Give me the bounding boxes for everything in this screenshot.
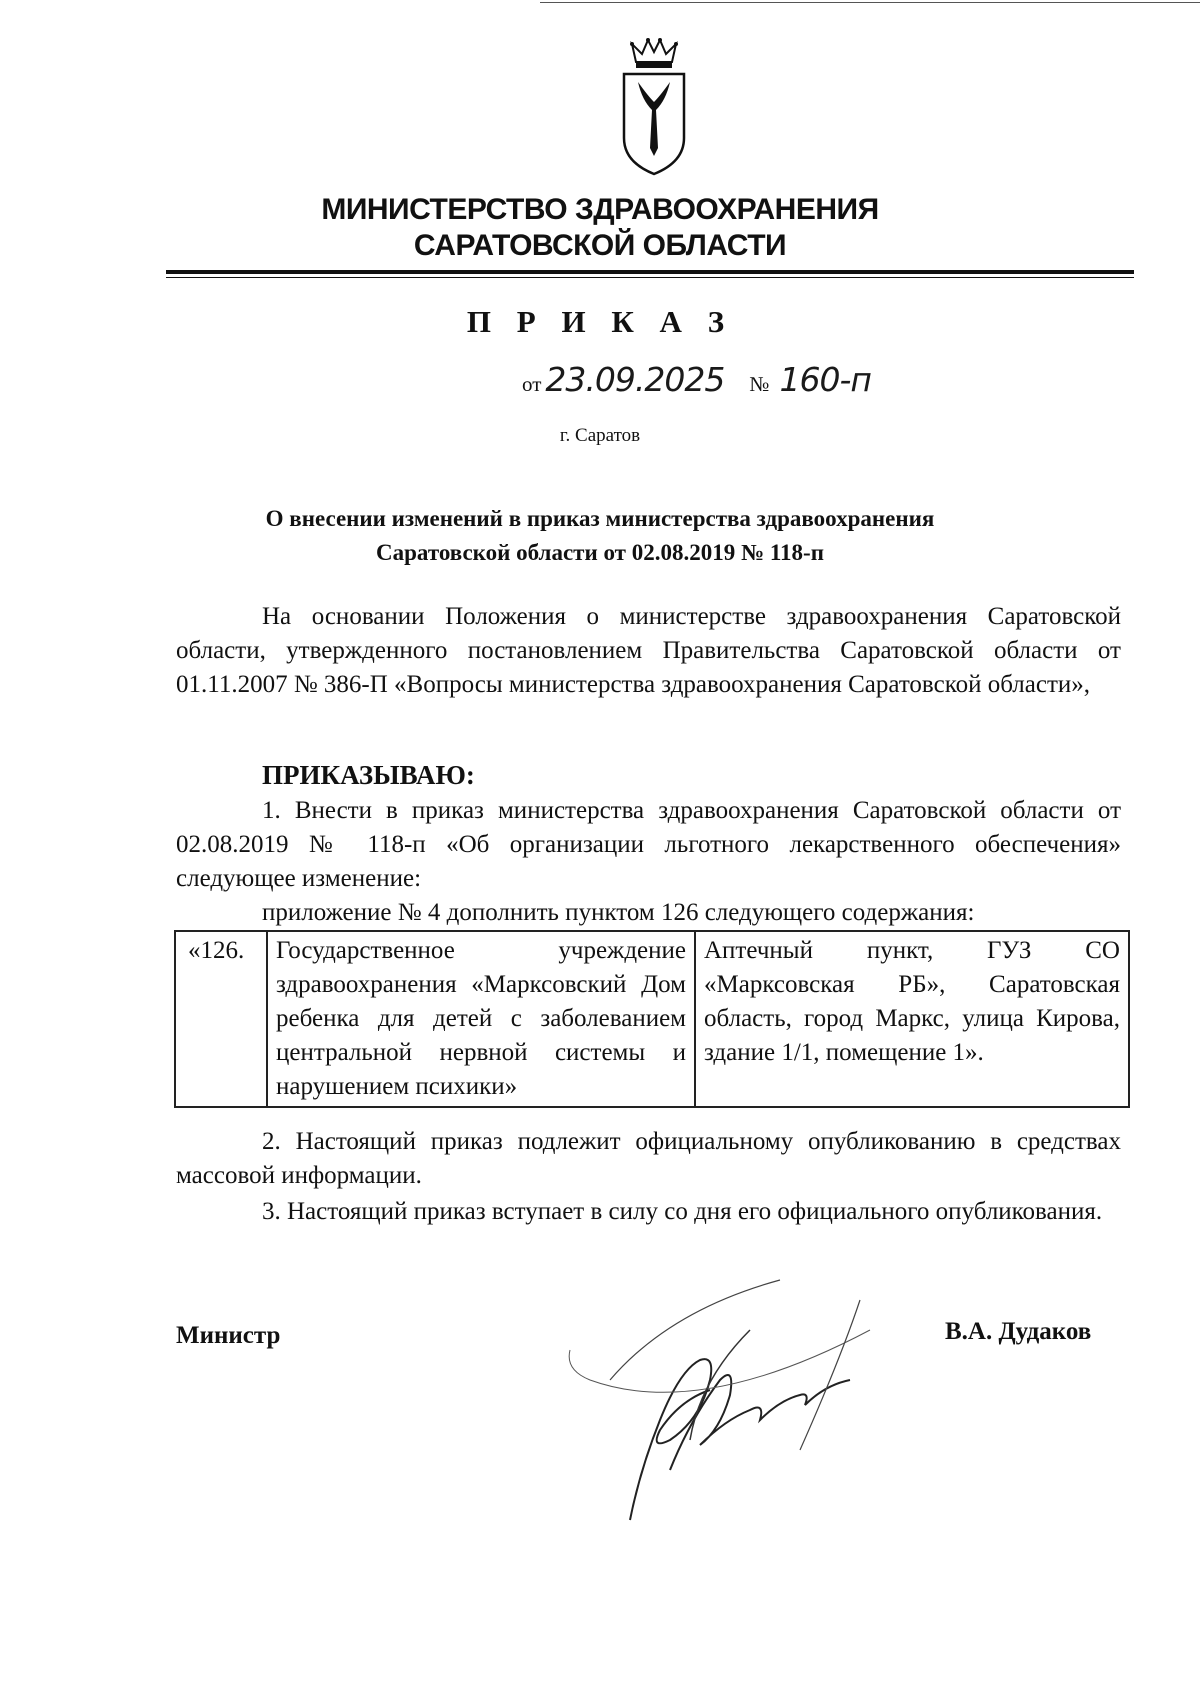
order-number: 160-п	[779, 360, 871, 399]
city: г. Саратов	[559, 425, 641, 446]
item-1-sub: приложение № 4 дополнить пунктом 126 следующего содержания:	[262, 899, 975, 926]
signatory-name: В.А. Дудаков	[945, 1318, 1092, 1345]
top-edge-rule	[540, 2, 1200, 3]
item-1: 1. Внести в приказ министерства здравоохранения Саратовской области от 02.08.2019 № 118-п «Об организации льготного лекарственного обеспечения» следующее изменение:	[176, 797, 1121, 892]
date-prefix: от	[522, 372, 542, 396]
order-title: П Р И К А З	[466, 304, 734, 339]
handwritten-signature	[550, 1270, 890, 1540]
subject-line-1: О внесении изменений в приказ министерства здравоохранения	[265, 506, 935, 531]
preamble: На основании Положения о министерстве здравоохранения Саратовской области, утвержденного постановлением Правительства Саратовской области от 01.11.2007 № 386-П «Вопросы министерства здравоохранения Саратовской области»,	[176, 603, 1121, 698]
order-subject	[180, 502, 1020, 570]
institution-cell: Государственное учреждение здравоохранения «Марксовский Дом ребенка для детей с заболеванием центральной нервной системы и нарушением психики»	[267, 931, 695, 1107]
ministry-name	[0, 192, 1200, 264]
decree-word: ПРИКАЗЫВАЮ:	[262, 760, 475, 790]
signatory-position: Министр	[176, 1322, 281, 1349]
ministry-line-1: МИНИСТЕРСТВО ЗДРАВООХРАНЕНИЯ	[321, 193, 879, 226]
header-rule-thick	[166, 270, 1134, 274]
order-date-number	[522, 360, 871, 404]
number-prefix: №	[749, 372, 770, 396]
header-rule-thin	[166, 277, 1134, 278]
row-number: «126.	[175, 931, 267, 1107]
item-3: 3. Настоящий приказ вступает в силу со дня его официального опубликования.	[262, 1198, 1103, 1225]
address-cell: Аптечный пункт, ГУЗ СО «Марксовская РБ», Саратовская область, город Маркс, улица Кирова, здание 1/1, помещение 1».	[695, 931, 1129, 1107]
amendment-table	[174, 930, 1130, 1108]
saratov-coat-of-arms-icon	[614, 38, 694, 178]
order-date: 23.09.2025	[545, 360, 725, 399]
ministry-line-2: САРАТОВСКОЙ ОБЛАСТИ	[413, 229, 787, 262]
item-2: 2. Настоящий приказ подлежит официальному опубликованию в средствах массовой информации.	[176, 1128, 1121, 1189]
subject-line-2: Саратовской области от 02.08.2019 № 118-п	[376, 540, 824, 565]
table-row	[175, 931, 1129, 1107]
